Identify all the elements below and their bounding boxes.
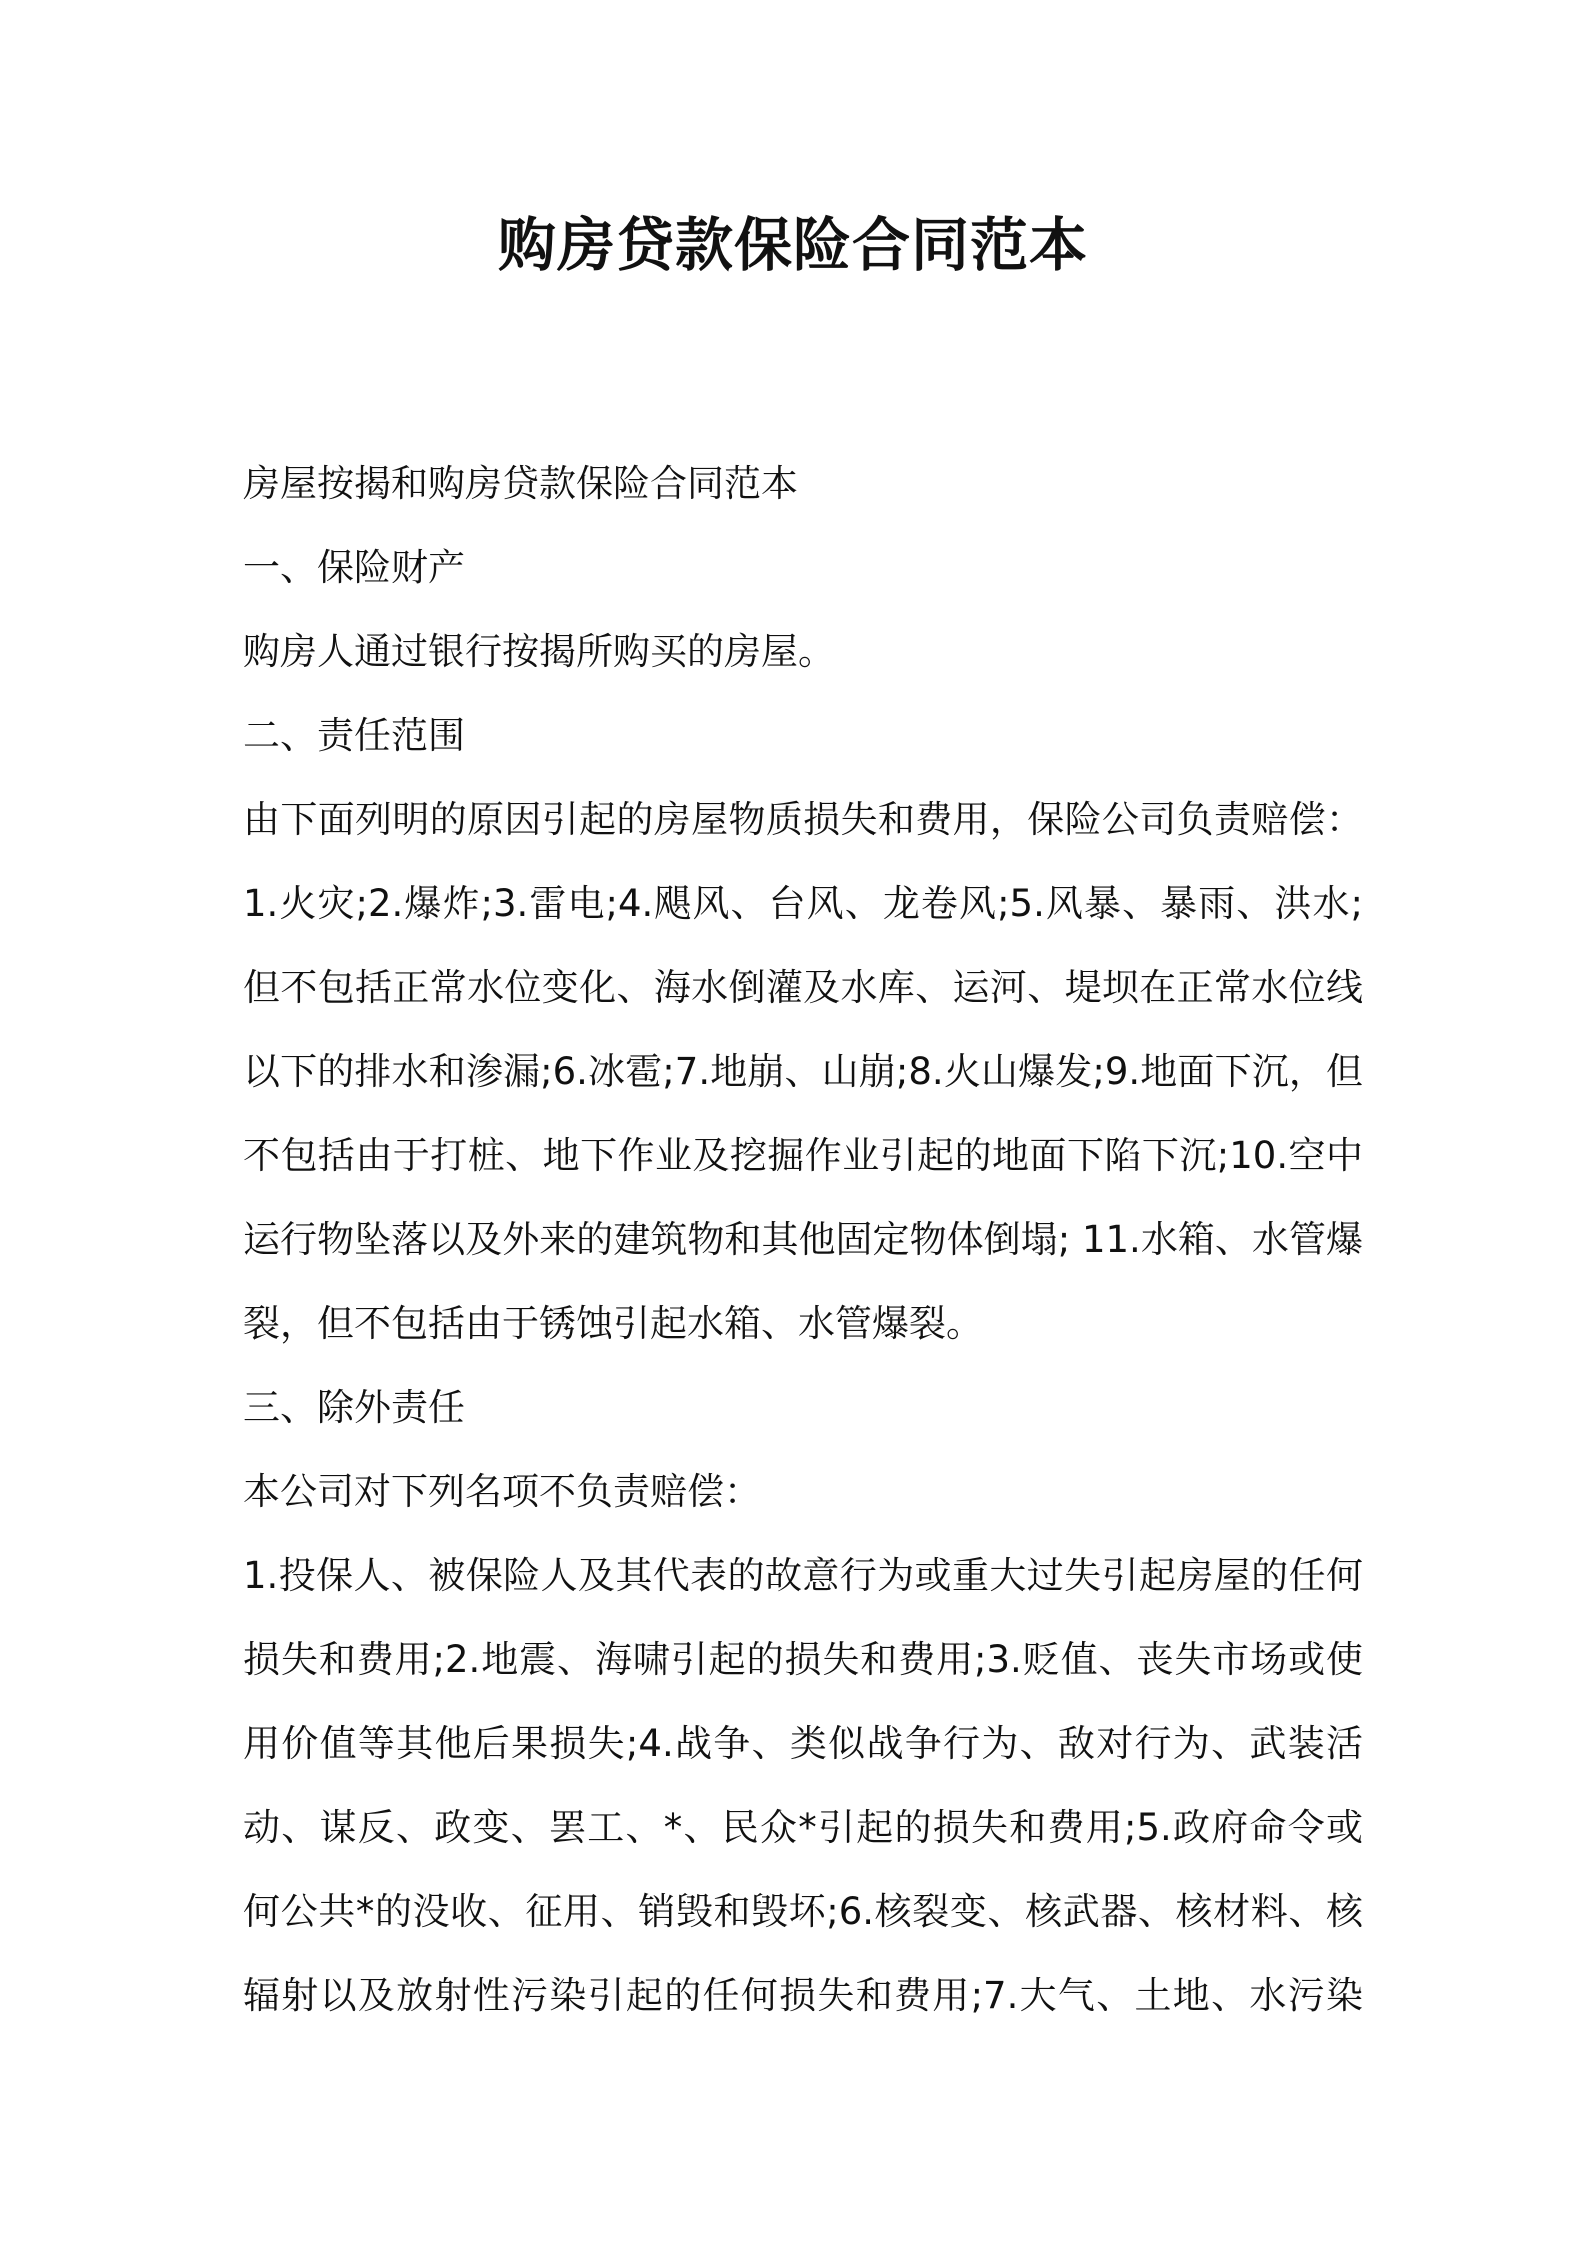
document-line: 1.火灾;2.爆炸;3.雷电;4.飓风、台风、龙卷风;5.风暴、暴雨、洪水; xyxy=(243,882,1363,925)
document-line: 辐射以及放射性污染引起的任何损失和费用;7.大气、土地、水污染 xyxy=(243,1974,1363,2017)
document-line: 1.投保人、被保险人及其代表的故意行为或重大过失引起房屋的任何 xyxy=(243,1554,1363,1597)
document-line: 动、谋反、政变、罢工、*、民众*引起的损失和费用;5.政府命令或 xyxy=(243,1806,1363,1849)
document-title: 购房贷款保险合同范本 xyxy=(497,211,1088,279)
document-line: 用价值等其他后果损失;4.战争、类似战争行为、敌对行为、武装活 xyxy=(243,1722,1363,1765)
document-line: 本公司对下列名项不负责赔偿： xyxy=(243,1470,761,1513)
document-line: 三、除外责任 xyxy=(243,1386,465,1429)
document-line: 运行物坠落以及外来的建筑物和其他固定物体倒塌; 11.水箱、水管爆 xyxy=(243,1218,1363,1261)
document-line: 但不包括正常水位变化、海水倒灌及水库、运河、堤坝在正常水位线 xyxy=(243,966,1363,1009)
document-line: 一、保险财产 xyxy=(243,546,465,589)
document-line: 裂，但不包括由于锈蚀引起水箱、水管爆裂。 xyxy=(243,1302,983,1345)
document-line: 房屋按揭和购房贷款保险合同范本 xyxy=(243,462,798,505)
document-line: 以下的排水和渗漏;6.冰雹;7.地崩、山崩;8.火山爆发;9.地面下沉，但 xyxy=(243,1050,1363,1093)
document-line: 何公共*的没收、征用、销毁和毁坏;6.核裂变、核武器、核材料、核 xyxy=(243,1890,1363,1933)
document-line: 不包括由于打桩、地下作业及挖掘作业引起的地面下陷下沉;10.空中 xyxy=(243,1134,1363,1177)
document-line: 由下面列明的原因引起的房屋物质损失和费用，保险公司负责赔偿： xyxy=(243,798,1363,841)
document-line: 购房人通过银行按揭所购买的房屋。 xyxy=(243,630,835,673)
document-body xyxy=(243,442,1363,2038)
document-line: 二、责任范围 xyxy=(243,714,465,757)
document-line: 损失和费用;2.地震、海啸引起的损失和费用;3.贬值、丧失市场或使 xyxy=(243,1638,1363,1681)
